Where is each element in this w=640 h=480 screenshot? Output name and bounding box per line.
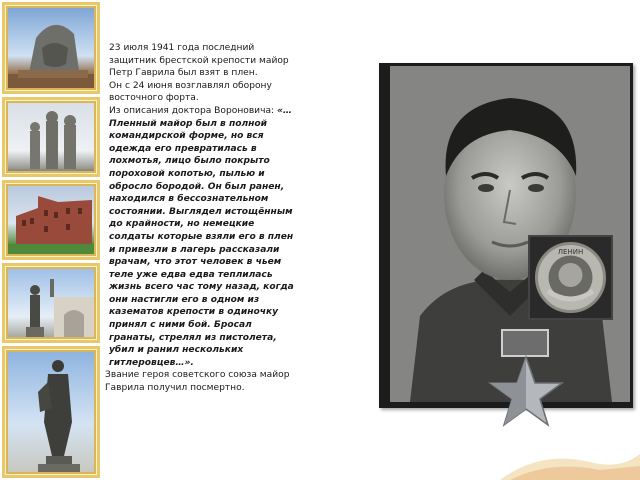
monument-gate-image bbox=[8, 269, 94, 337]
fortress-ruins-image bbox=[8, 186, 94, 254]
medal-inscription: ЛЕНИН bbox=[557, 248, 584, 256]
description-quote: «…Пленный майор был в полной командирской форме, но вся одежда его превратилась в лохмотья, лицо было покрыто пороховой копотью, пылью и обросло бородой. Он был ранен, находился в бессознательном состоянии. Выглядел истощённым до крайности, но немецкие солдаты которые взяли его в плен и привезли в лагерь рассказали врачам, что этот человек в чьем теле уже едва едва теплилась жизнь всего час тому назад, когда они настигли его в одном из казематов крепости в одиночку принял с ними бой. Бросал гранаты, стрелял из пистолета, убил и ранил нескольких гитлеровцев…». bbox=[109, 105, 294, 368]
thumbnail-monument-gate bbox=[2, 263, 100, 343]
description-intro: Из описания доктора Вороновича: bbox=[109, 105, 277, 116]
paragraph-defense: Он с 24 июня возглавлял оборону восточного форта. bbox=[109, 80, 272, 104]
order-of-lenin-icon bbox=[530, 237, 611, 318]
paragraph-capture: 23 июля 1941 года последний защитник брестской крепости майор Петр Гаврила был взят в плен. bbox=[109, 43, 289, 79]
memorial-head-image bbox=[8, 8, 94, 88]
thumbnail-soldier-statue bbox=[2, 346, 100, 478]
paragraph-description bbox=[105, 105, 295, 369]
thumbnail-memorial-head bbox=[2, 2, 100, 94]
decorative-ribbon bbox=[500, 440, 640, 480]
gold-star-ribbon bbox=[501, 329, 549, 357]
gold-star-medal-icon bbox=[488, 355, 564, 431]
soldier-statue-image bbox=[8, 352, 94, 472]
thumbnail-soldier-group bbox=[2, 97, 100, 177]
story-text bbox=[105, 42, 295, 395]
thumbnail-fortress-ruins bbox=[2, 180, 100, 260]
soldier-group-image bbox=[8, 103, 94, 171]
paragraph-hero-title: Звание героя советского союза майор Гаврила получил посмертно. bbox=[105, 370, 290, 394]
